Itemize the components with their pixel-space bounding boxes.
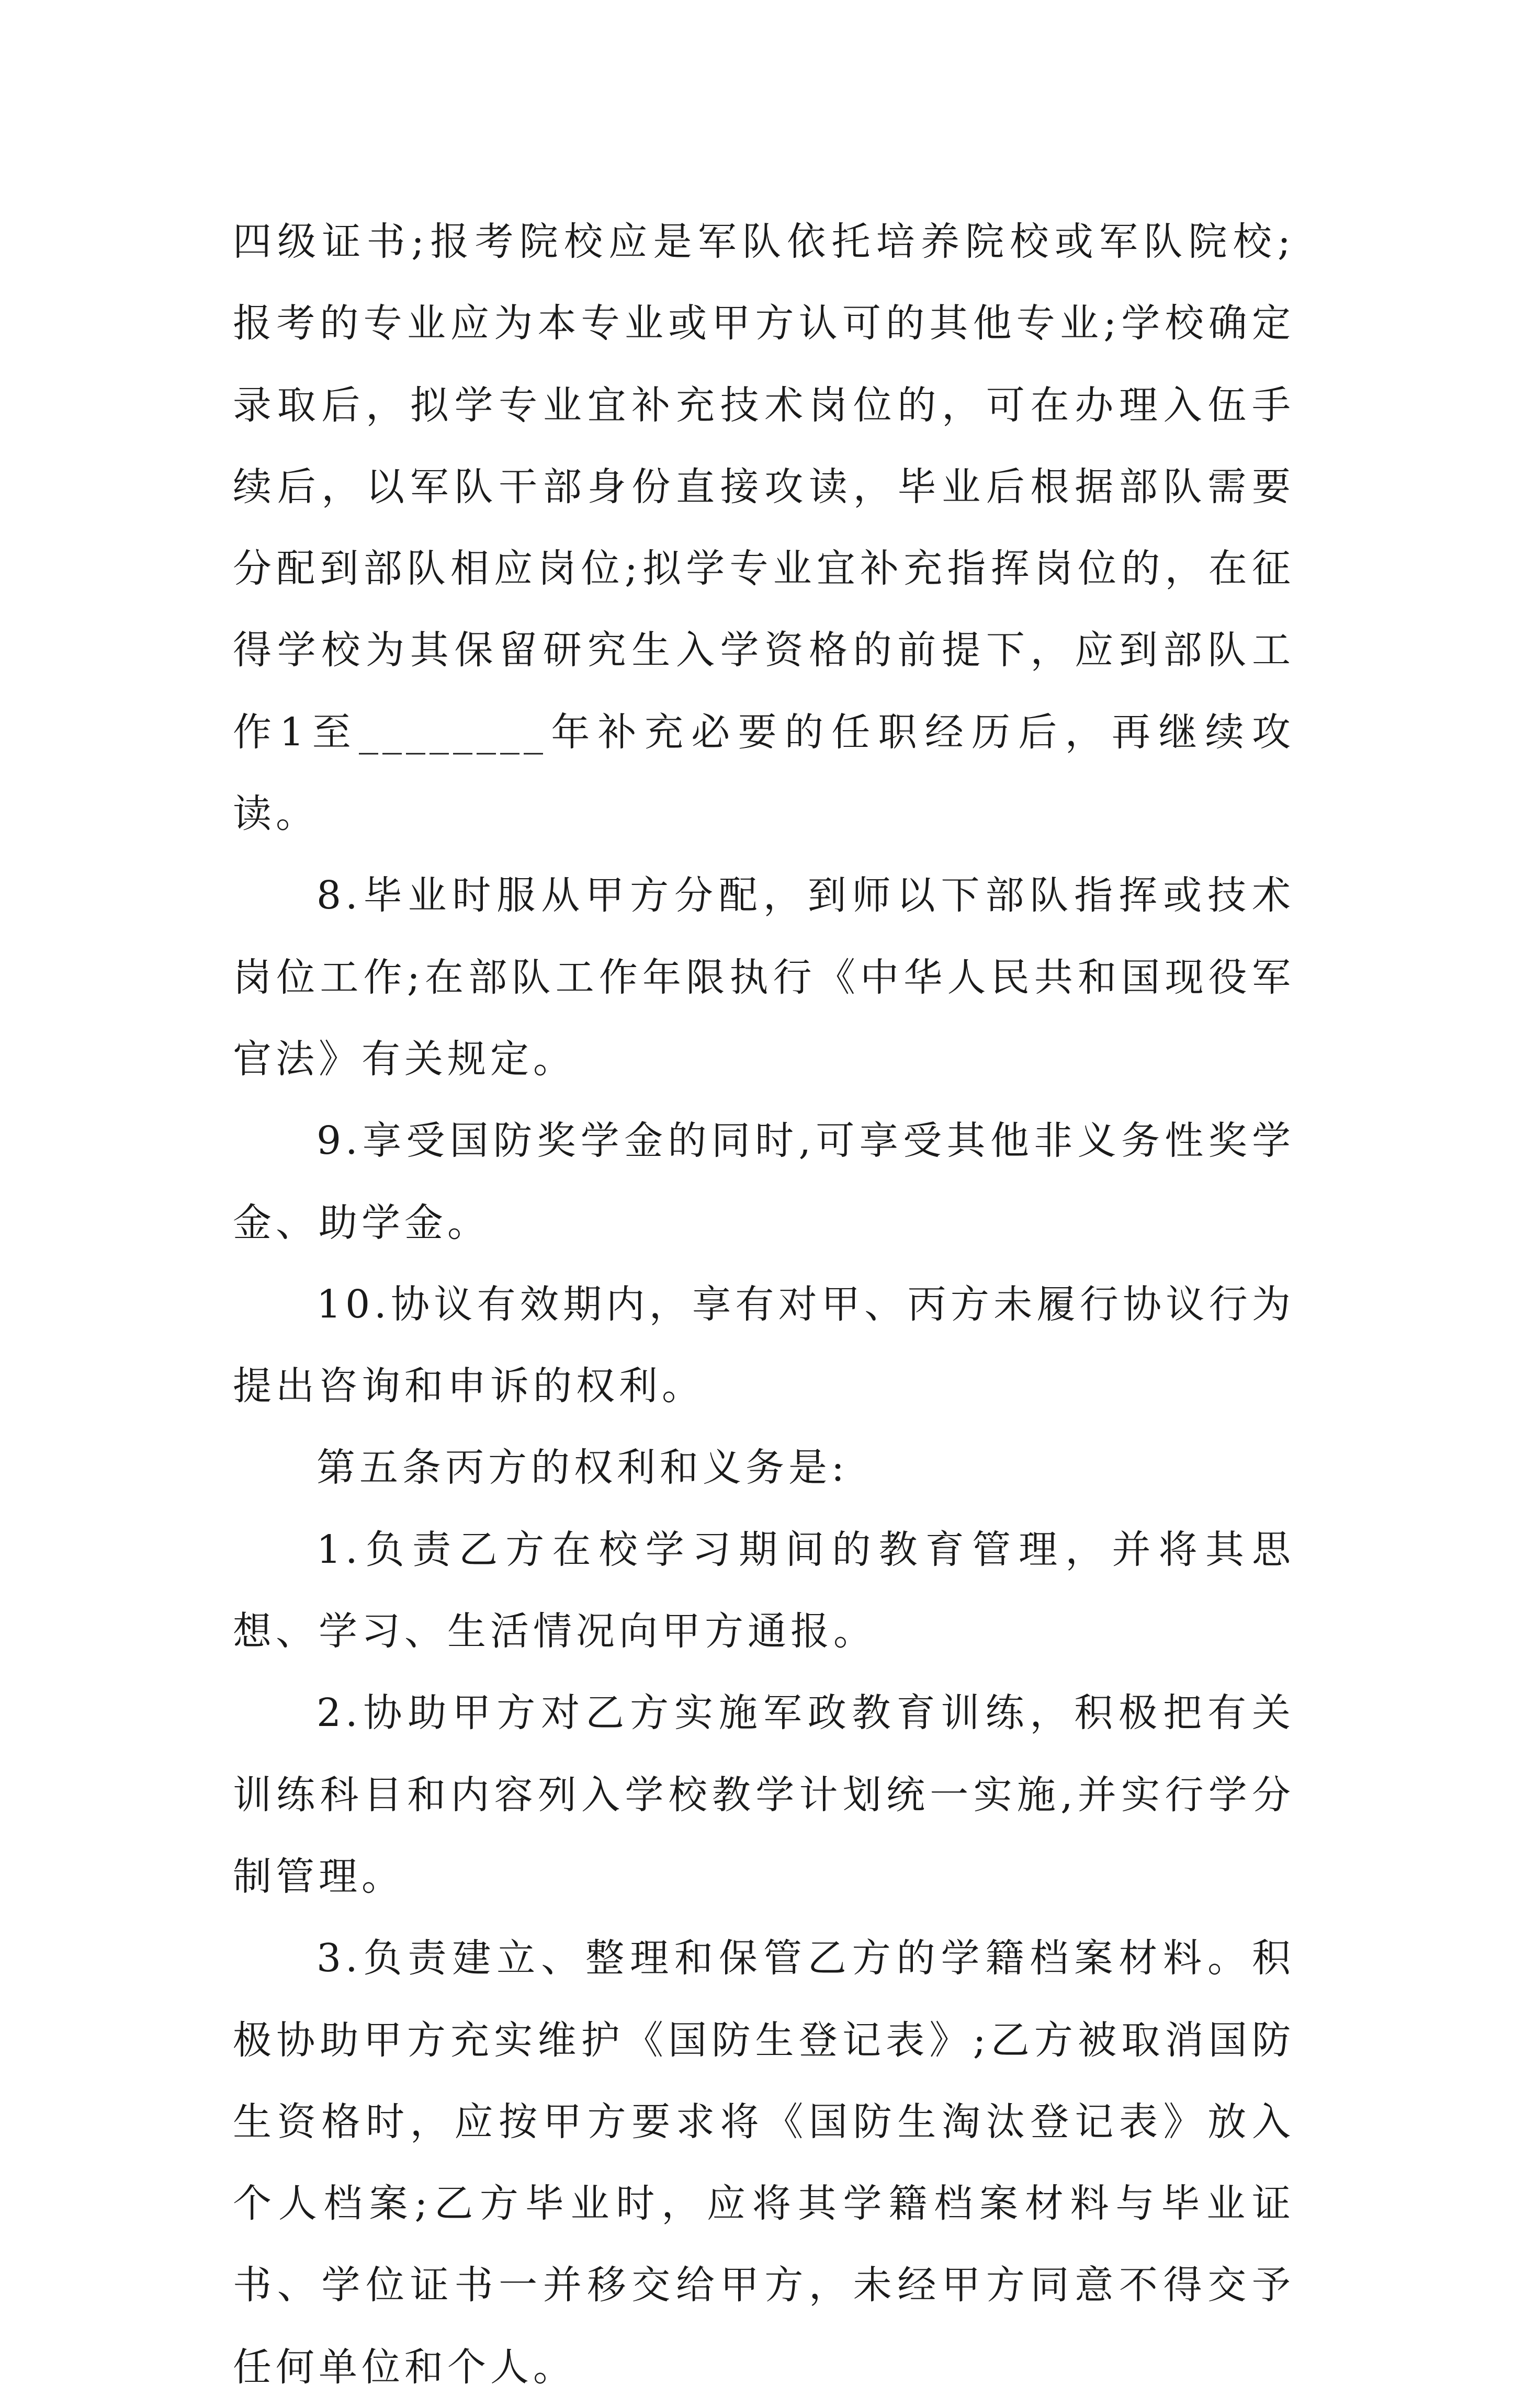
paragraph-item-9: 9.享受国防奖学金的同时,可享受其他非义务性奖学金、助学金。 [233, 1118, 1295, 1245]
document-body [233, 201, 1295, 2408]
paragraph-item-1: 1.负责乙方在校学习期间的教育管理，并将其思想、学习、生活情况向甲方通报。 [233, 1527, 1295, 1654]
paragraph-item-3: 3.负责建立、整理和保管乙方的学籍档案材料。积极协助甲方充实维护《国防生登记表》;乙方被取消国防生资格时，应按甲方要求将《国防生淘汰登记表》放入个人档案;乙方毕业时，应将其学籍档案材料与毕业证书、学位证书一并移交给甲方，未经甲方同意不得交予任何单位和个人。 [233, 1936, 1295, 2390]
paragraph-item-8: 8.毕业时服从甲方分配，到师以下部队指挥或技术岗位工作;在部队工作年限执行《中华人民共和国现役军官法》有关规定。 [233, 873, 1295, 1082]
paragraph-item-10: 10.协议有效期内，享有对甲、丙方未履行协议行为提出咨询和申诉的权利。 [233, 1281, 1295, 1409]
paragraph-continuation: 四级证书;报考院校应是军队依托培养院校或军队院校;报考的专业应为本专业或甲方认可的其他专业;学校确定录取后，拟学专业宜补充技术岗位的，可在办理入伍手续后，以军队干部身份直接攻读，毕业后根据部队需要分配到部队相应岗位;拟学专业宜补充指挥岗位的，在征得学校为其保留研究生入学资格的前提下，应到部队工作1至________年补充必要的任职经历后，再继续攻读。 [233, 219, 1295, 837]
section-heading-article-5: 第五条丙方的权利和义务是: [317, 1445, 849, 1491]
paragraph-item-2: 2.协助甲方对乙方实施军政教育训练，积极把有关训练科目和内容列入学校教学计划统一实施,并实行学分制管理。 [233, 1690, 1295, 1899]
